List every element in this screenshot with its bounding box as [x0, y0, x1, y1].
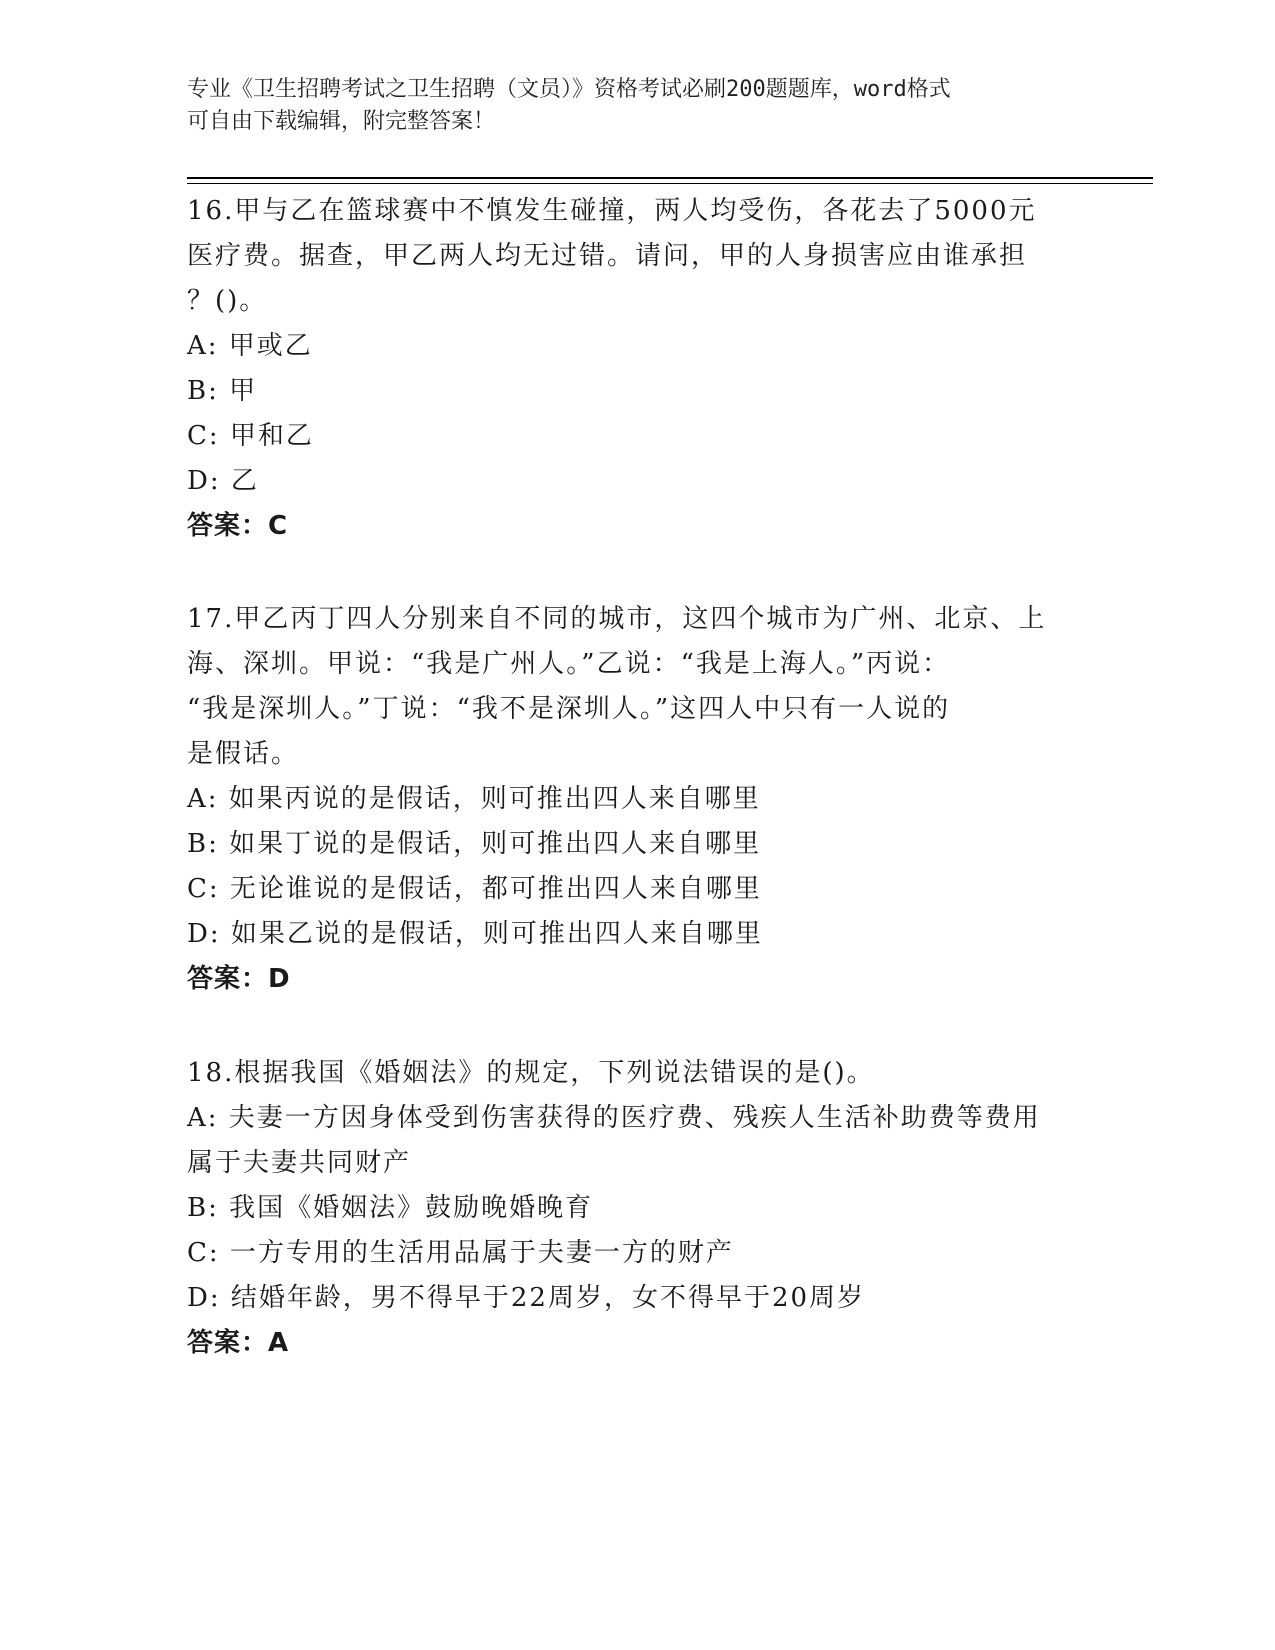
option-d: D: 如果乙说的是假话，则可推出四人来自哪里: [187, 919, 763, 949]
option-b: B: 甲: [187, 376, 258, 406]
answer-label: 答案：D: [187, 964, 291, 994]
answer-label: 答案：A: [187, 1328, 290, 1358]
question-stem-line: 是假话。: [187, 739, 300, 769]
option-a-continued: 属于夫妻共同财产: [187, 1148, 412, 1178]
option-b: B: 我国《婚姻法》鼓励晚婚晚育: [187, 1193, 594, 1223]
question-stem-line: 海、深圳。甲说：“我是广州人。”乙说：“我是上海人。”丙说：: [187, 649, 951, 679]
option-d: D: 乙: [187, 466, 259, 496]
option-b: B: 如果丁说的是假话，则可推出四人来自哪里: [187, 829, 762, 859]
question-17: [187, 597, 1067, 1002]
question-18: [187, 1051, 1067, 1366]
option-a: A: 如果丙说的是假话，则可推出四人来自哪里: [187, 784, 761, 814]
question-stem-line: 医疗费。据查，甲乙两人均无过错。请问，甲的人身损害应由谁承担: [187, 241, 1028, 271]
document-header: [187, 74, 1067, 138]
option-a: A: 夫妻一方因身体受到伤害获得的医疗费、残疾人生活补助费等费用: [187, 1103, 1041, 1133]
header-divider-thick: [187, 177, 1153, 179]
header-divider-thin: [187, 183, 1153, 184]
option-c: C: 一方专用的生活用品属于夫妻一方的财产: [187, 1238, 734, 1268]
option-c: C: 无论谁说的是假话，都可推出四人来自哪里: [187, 874, 762, 904]
question-stem-line: “我是深圳人。”丁说：“我不是深圳人。”这四人中只有一人说的: [187, 694, 951, 724]
question-stem-line: 17.甲乙丙丁四人分别来自不同的城市，这四个城市为广州、北京、上: [187, 604, 1047, 634]
header-line-2: 可自由下载编辑，附完整答案！: [187, 109, 496, 134]
header-line-1: 专业《卫生招聘考试之卫生招聘（文员）》资格考试必刷200题题库，word格式: [187, 77, 951, 102]
option-c: C: 甲和乙: [187, 421, 314, 451]
question-16: [187, 189, 1067, 549]
answer-label: 答案：C: [187, 511, 289, 541]
option-a: A: 甲或乙: [187, 331, 313, 361]
question-stem-line: 18.根据我国《婚姻法》的规定，下列说法错误的是()。: [187, 1058, 875, 1088]
option-d: D: 结婚年龄，男不得早于22周岁，女不得早于20周岁: [187, 1283, 866, 1313]
question-stem-line: ？()。: [187, 286, 268, 316]
question-stem-line: 16.甲与乙在篮球赛中不慎发生碰撞，两人均受伤，各花去了5000元: [187, 196, 1037, 226]
